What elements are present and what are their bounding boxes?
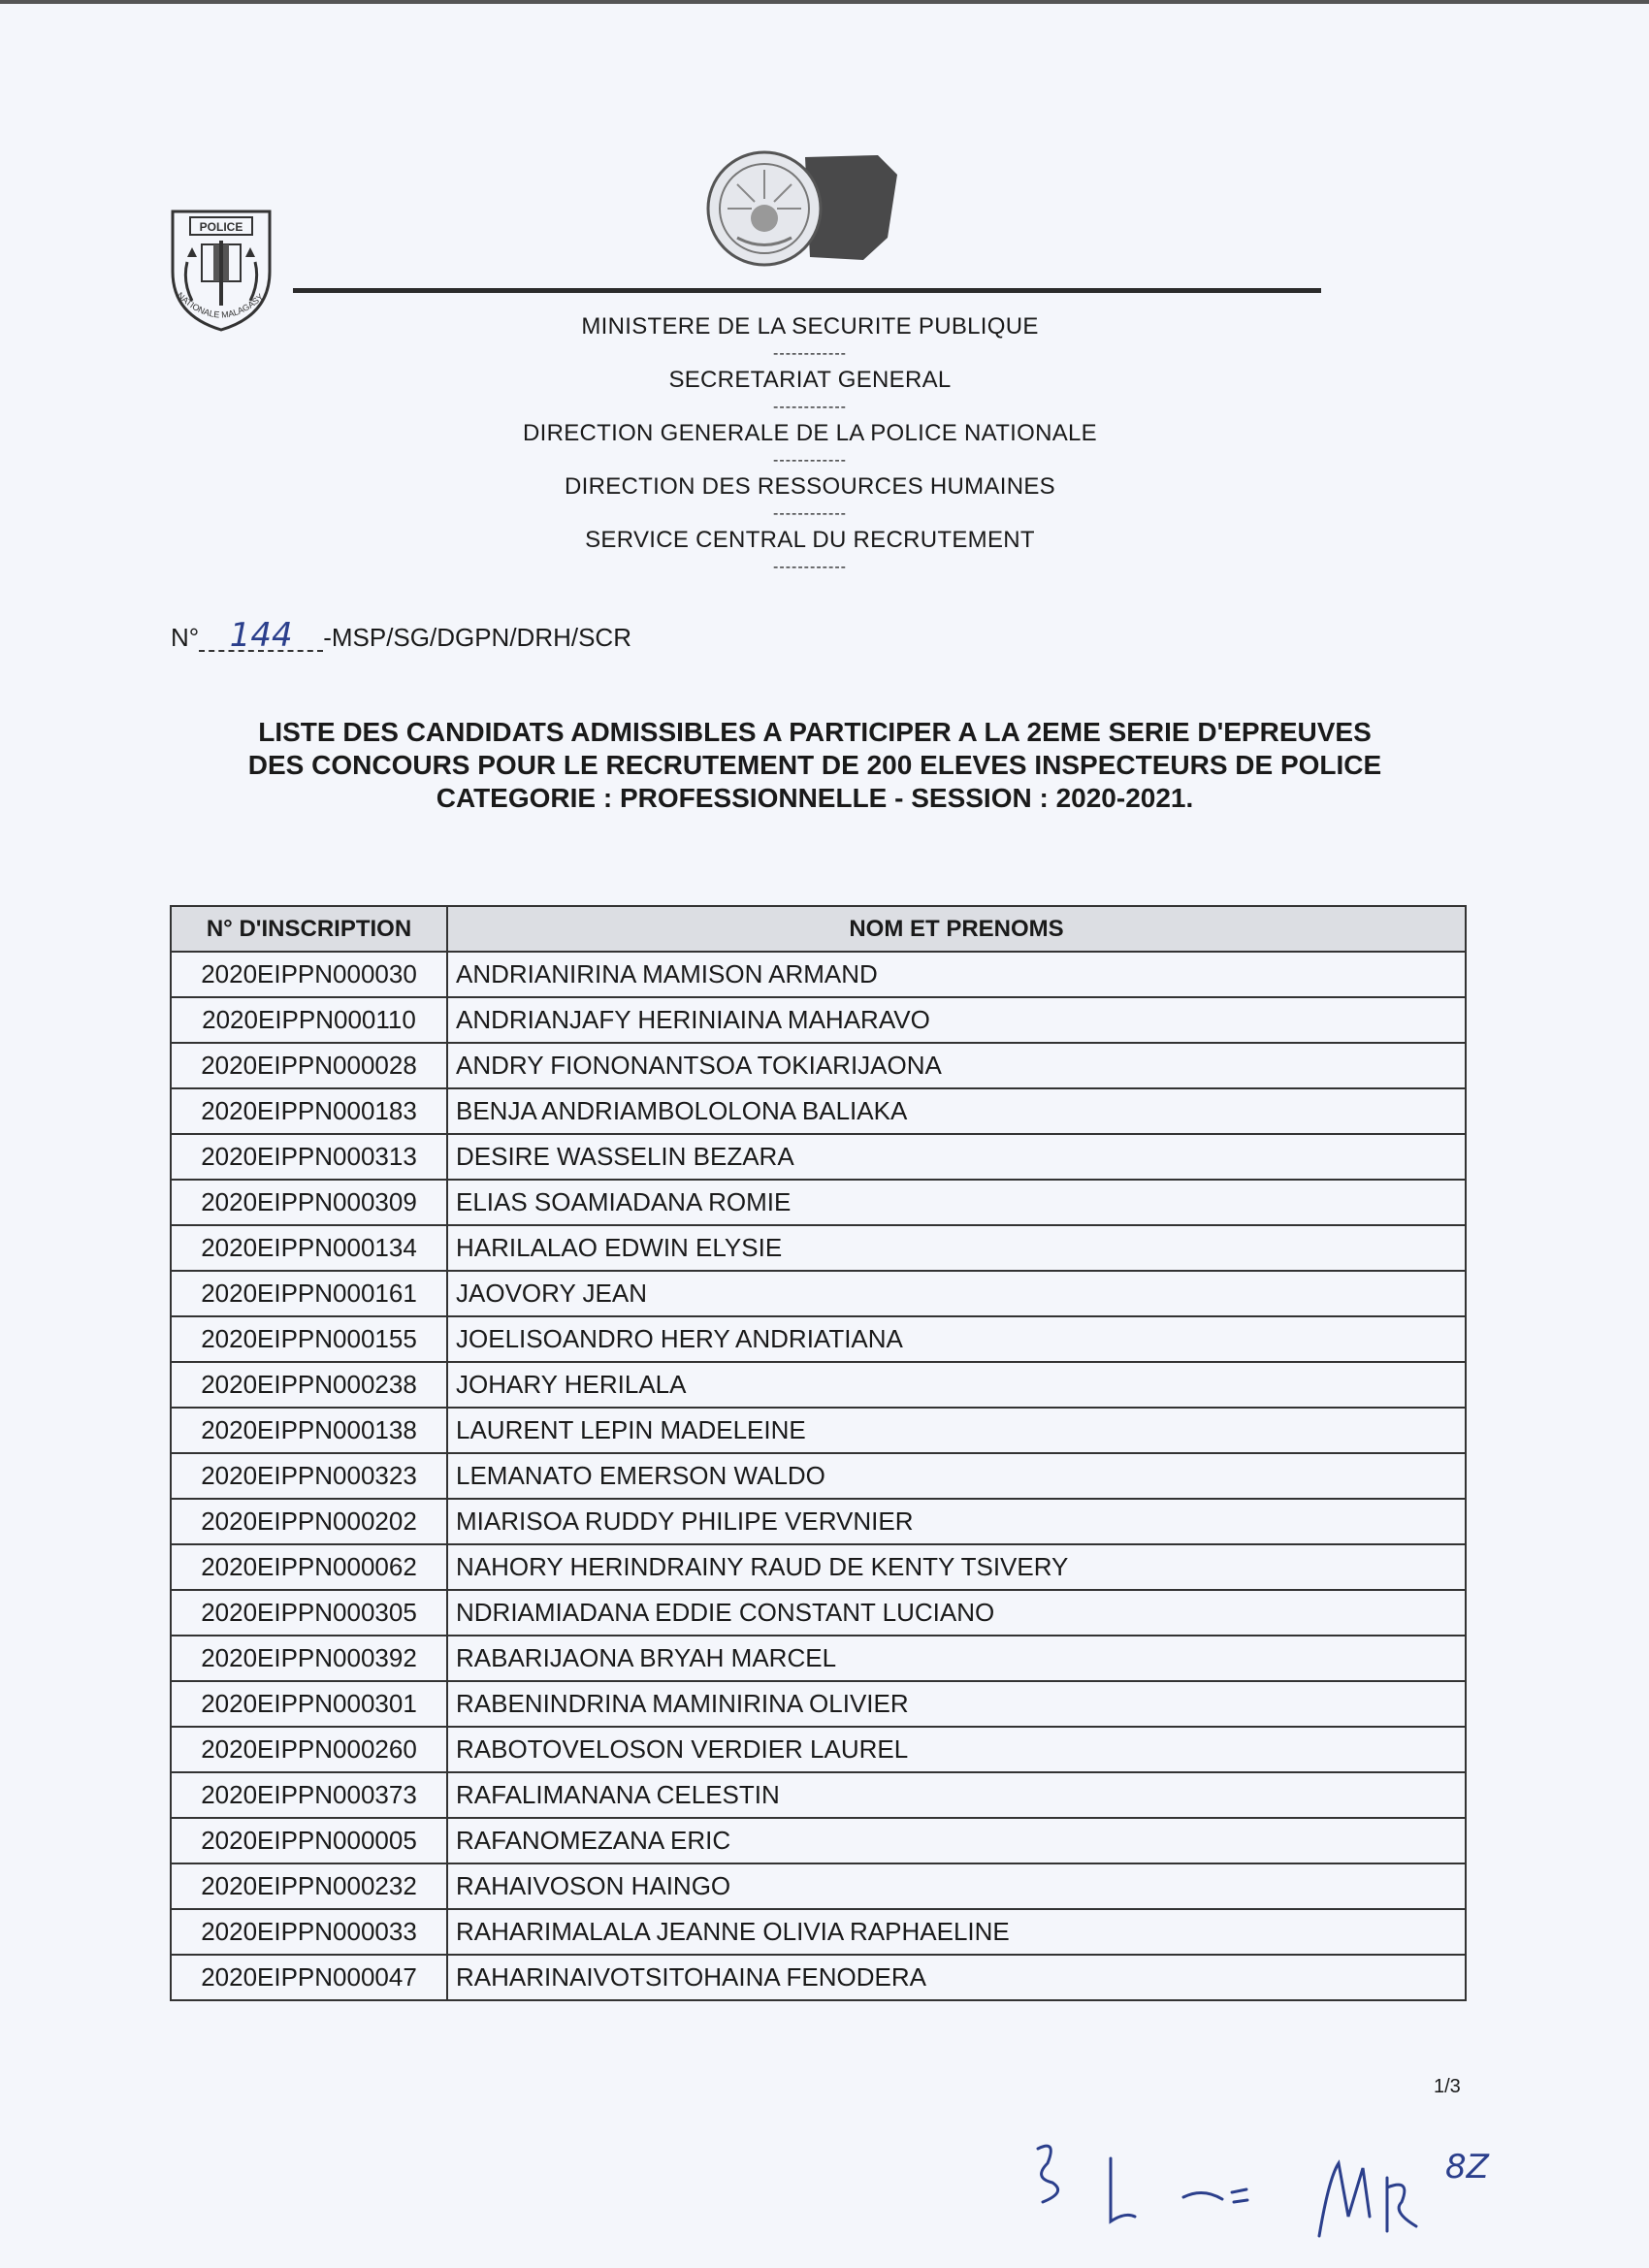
table-row [171, 1499, 1466, 1544]
inscription-number-cell: 2020EIPPN000373 [171, 1772, 447, 1818]
inscription-number-cell: 2020EIPPN000138 [171, 1408, 447, 1453]
candidate-name-cell: RABENINDRINA MAMINIRINA OLIVIER [447, 1681, 1466, 1727]
header-inscription: N° D'INSCRIPTION [171, 906, 447, 952]
title-line-1: LISTE DES CANDIDATS ADMISSIBLES A PARTICIPER A LA 2EME SERIE D'EPREUVES [258, 717, 1372, 747]
candidate-name-cell: RAHARINAIVOTSITOHAINA FENODERA [447, 1955, 1466, 2000]
header-separator: ------------ [773, 345, 847, 362]
candidate-name-cell: RABOTOVELOSON VERDIER LAUREL [447, 1727, 1466, 1772]
inscription-number-cell: 2020EIPPN000134 [171, 1225, 447, 1271]
scan-top-edge [0, 0, 1649, 4]
emblem-top-text: POLICE [199, 220, 243, 234]
candidate-name-cell: DESIRE WASSELIN BEZARA [447, 1134, 1466, 1180]
document-title [165, 716, 1465, 815]
inscription-number-cell: 2020EIPPN000028 [171, 1043, 447, 1088]
candidate-name-cell: ANDRIANJAFY HERINIAINA MAHARAVO [447, 997, 1466, 1043]
inscription-number-cell: 2020EIPPN000260 [171, 1727, 447, 1772]
candidate-name-cell: JOHARY HERILALA [447, 1362, 1466, 1408]
table-row [171, 1225, 1466, 1271]
table-row [171, 1772, 1466, 1818]
document-reference [171, 616, 631, 655]
inscription-number-cell: 2020EIPPN000155 [171, 1316, 447, 1362]
table-row [171, 1909, 1466, 1955]
inscription-number-cell: 2020EIPPN000110 [171, 997, 447, 1043]
table-row [171, 1271, 1466, 1316]
candidate-name-cell: RAHARIMALALA JEANNE OLIVIA RAPHAELINE [447, 1909, 1466, 1955]
table-row [171, 1818, 1466, 1863]
inscription-number-cell: 2020EIPPN000033 [171, 1909, 447, 1955]
reference-prefix: N° [171, 623, 200, 652]
ministry-header [388, 312, 1232, 579]
table-row [171, 1636, 1466, 1681]
handwritten-initials [1009, 2120, 1494, 2246]
header-service-recrutement: SERVICE CENTRAL DU RECRUTEMENT [585, 527, 1035, 553]
candidate-name-cell: LAURENT LEPIN MADELEINE [447, 1408, 1466, 1453]
inscription-number-cell: 2020EIPPN000005 [171, 1818, 447, 1863]
candidate-name-cell: JAOVORY JEAN [447, 1271, 1466, 1316]
header-separator: ------------ [773, 505, 847, 522]
table-row [171, 1316, 1466, 1362]
table-row [171, 1590, 1466, 1636]
inscription-number-cell: 2020EIPPN000313 [171, 1134, 447, 1180]
candidate-name-cell: JOELISOANDRO HERY ANDRIATIANA [447, 1316, 1466, 1362]
table-row [171, 1453, 1466, 1499]
header-ministry: MINISTERE DE LA SECURITE PUBLIQUE [581, 313, 1039, 340]
margin-note: 8Z [1445, 2148, 1489, 2187]
table-row [171, 1681, 1466, 1727]
header-name: NOM ET PRENOMS [447, 906, 1466, 952]
table-row [171, 952, 1466, 997]
title-line-2: DES CONCOURS POUR LE RECRUTEMENT DE 200 ELEVES INSPECTEURS DE POLICE [247, 750, 1382, 780]
table-row [171, 1408, 1466, 1453]
table-row [171, 1134, 1466, 1180]
table-row [171, 1727, 1466, 1772]
inscription-number-cell: 2020EIPPN000238 [171, 1362, 447, 1408]
police-emblem-logo [163, 204, 279, 335]
candidate-name-cell: RAHAIVOSON HAINGO [447, 1863, 1466, 1909]
reference-number: 144 [199, 621, 323, 652]
table-row [171, 1088, 1466, 1134]
candidate-name-cell: NDRIAMIADANA EDDIE CONSTANT LUCIANO [447, 1590, 1466, 1636]
table-row [171, 1362, 1466, 1408]
table-row [171, 1180, 1466, 1225]
inscription-number-cell: 2020EIPPN000202 [171, 1499, 447, 1544]
header-secretariat: SECRETARIAT GENERAL [668, 367, 952, 393]
candidate-name-cell: ANDRY FIONONANTSOA TOKIARIJAONA [447, 1043, 1466, 1088]
candidate-name-cell: ANDRIANIRINA MAMISON ARMAND [447, 952, 1466, 997]
inscription-number-cell: 2020EIPPN000323 [171, 1453, 447, 1499]
table-row [171, 1955, 1466, 2000]
candidate-name-cell: ELIAS SOAMIADANA ROMIE [447, 1180, 1466, 1225]
inscription-number-cell: 2020EIPPN000301 [171, 1681, 447, 1727]
candidate-name-cell: BENJA ANDRIAMBOLOLONA BALIAKA [447, 1088, 1466, 1134]
candidate-name-cell: HARILALAO EDWIN ELYSIE [447, 1225, 1466, 1271]
national-seal-logo [698, 146, 902, 272]
candidate-name-cell: RAFANOMEZANA ERIC [447, 1818, 1466, 1863]
inscription-number-cell: 2020EIPPN000232 [171, 1863, 447, 1909]
header-separator: ------------ [773, 399, 847, 415]
emblem-ring-text: NATIONALE MALAGASY [175, 290, 266, 320]
table-row [171, 1043, 1466, 1088]
inscription-number-cell: 2020EIPPN000309 [171, 1180, 447, 1225]
inscription-number-cell: 2020EIPPN000062 [171, 1544, 447, 1590]
header-direction-rh: DIRECTION DES RESSOURCES HUMAINES [565, 473, 1055, 500]
reference-suffix: -MSP/SG/DGPN/DRH/SCR [323, 623, 631, 652]
candidate-name-cell: NAHORY HERINDRAINY RAUD DE KENTY TSIVERY [447, 1544, 1466, 1590]
page-number: 1/3 [1434, 2076, 1461, 2097]
header-divider [293, 288, 1321, 293]
candidate-name-cell: LEMANATO EMERSON WALDO [447, 1453, 1466, 1499]
inscription-number-cell: 2020EIPPN000183 [171, 1088, 447, 1134]
table-row [171, 997, 1466, 1043]
inscription-number-cell: 2020EIPPN000161 [171, 1271, 447, 1316]
candidate-name-cell: RABARIJAONA BRYAH MARCEL [447, 1636, 1466, 1681]
header-separator: ------------ [773, 559, 847, 575]
inscription-number-cell: 2020EIPPN000030 [171, 952, 447, 997]
table-row [171, 1544, 1466, 1590]
inscription-number-cell: 2020EIPPN000047 [171, 1955, 447, 2000]
candidate-name-cell: MIARISOA RUDDY PHILIPE VERVNIER [447, 1499, 1466, 1544]
inscription-number-cell: 2020EIPPN000305 [171, 1590, 447, 1636]
table-header-row [171, 906, 1466, 952]
table-row [171, 1863, 1466, 1909]
header-separator: ------------ [773, 452, 847, 469]
header-direction-generale: DIRECTION GENERALE DE LA POLICE NATIONALE [522, 420, 1097, 446]
title-line-3: CATEGORIE : PROFESSIONNELLE - SESSION : 2020-2021. [436, 783, 1194, 813]
candidate-name-cell: RAFALIMANANA CELESTIN [447, 1772, 1466, 1818]
candidates-table [170, 905, 1467, 2001]
inscription-number-cell: 2020EIPPN000392 [171, 1636, 447, 1681]
